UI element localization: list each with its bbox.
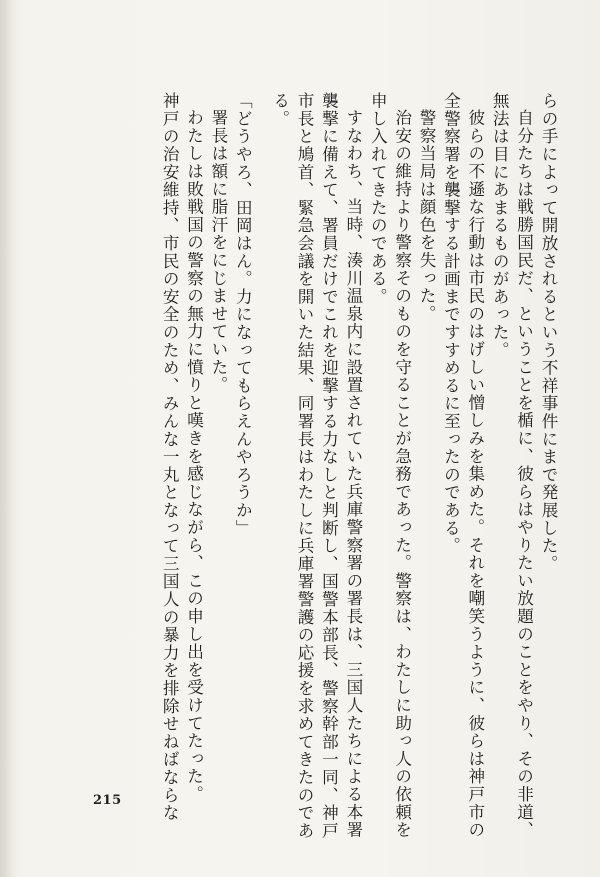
text-column: 彼らの不遜な行動は市民のはげしい憎しみを集めた。それを嘲笑うように、彼らは神戸市の [465, 109, 485, 839]
text-column: 市長と鳩首、緊急会議を開いた結果、同署長はわたしに兵庫署警護の応援を求めてきたのであ [295, 92, 315, 840]
text-column: る。 [270, 92, 290, 128]
text-column: 襲撃に備えて、署員だけでこれを迎撃する力なしと判断し、国警本部長、警察幹部一同、神戸 [319, 92, 339, 840]
text-column: 全警察署を襲撃する計画まですすめるに至ったのである。 [441, 92, 461, 555]
text-column: 治安の維持より警察そのものを守ることが急務であった。警察は、わたしに助っ人の依頼を [392, 109, 412, 839]
text-column: 署長は額に脂汗をにじませていた。 [208, 109, 228, 394]
vertical-text-block [157, 92, 560, 840]
text-column: 警察当局は顔色を失った。 [417, 109, 437, 323]
text-column: すなわち、当時、湊川温泉内に設置されていた兵庫警察署の署長は、三国人たちによる本署 [343, 109, 363, 839]
text-column: 申し入れてきたのである。 [368, 92, 388, 306]
text-column: 自分たちは戦勝国民だ、ということを楯に、彼らはやりたい放題のことをやり、その非道、 [514, 109, 534, 839]
text-column: 「どうやろ、田岡はん。力になってもらえんやろうか」 [233, 92, 253, 537]
page-number: 215 [93, 793, 122, 808]
text-column: 無法は目にあまるものがあった。 [490, 92, 510, 359]
text-column: らの手によって開放されるという不祥事件にまで発展した。 [539, 92, 558, 573]
text-column: わたしは敗戦国の警察の無力に憤りと嘆きを感じながら、この申し出を受けてたった。 [184, 109, 204, 804]
text-column: 神戸の治安維持、市民の安全のため、みんな一丸となって三国人の暴力を排除せねばならな [160, 92, 180, 822]
binding-shadow [0, 0, 14, 877]
